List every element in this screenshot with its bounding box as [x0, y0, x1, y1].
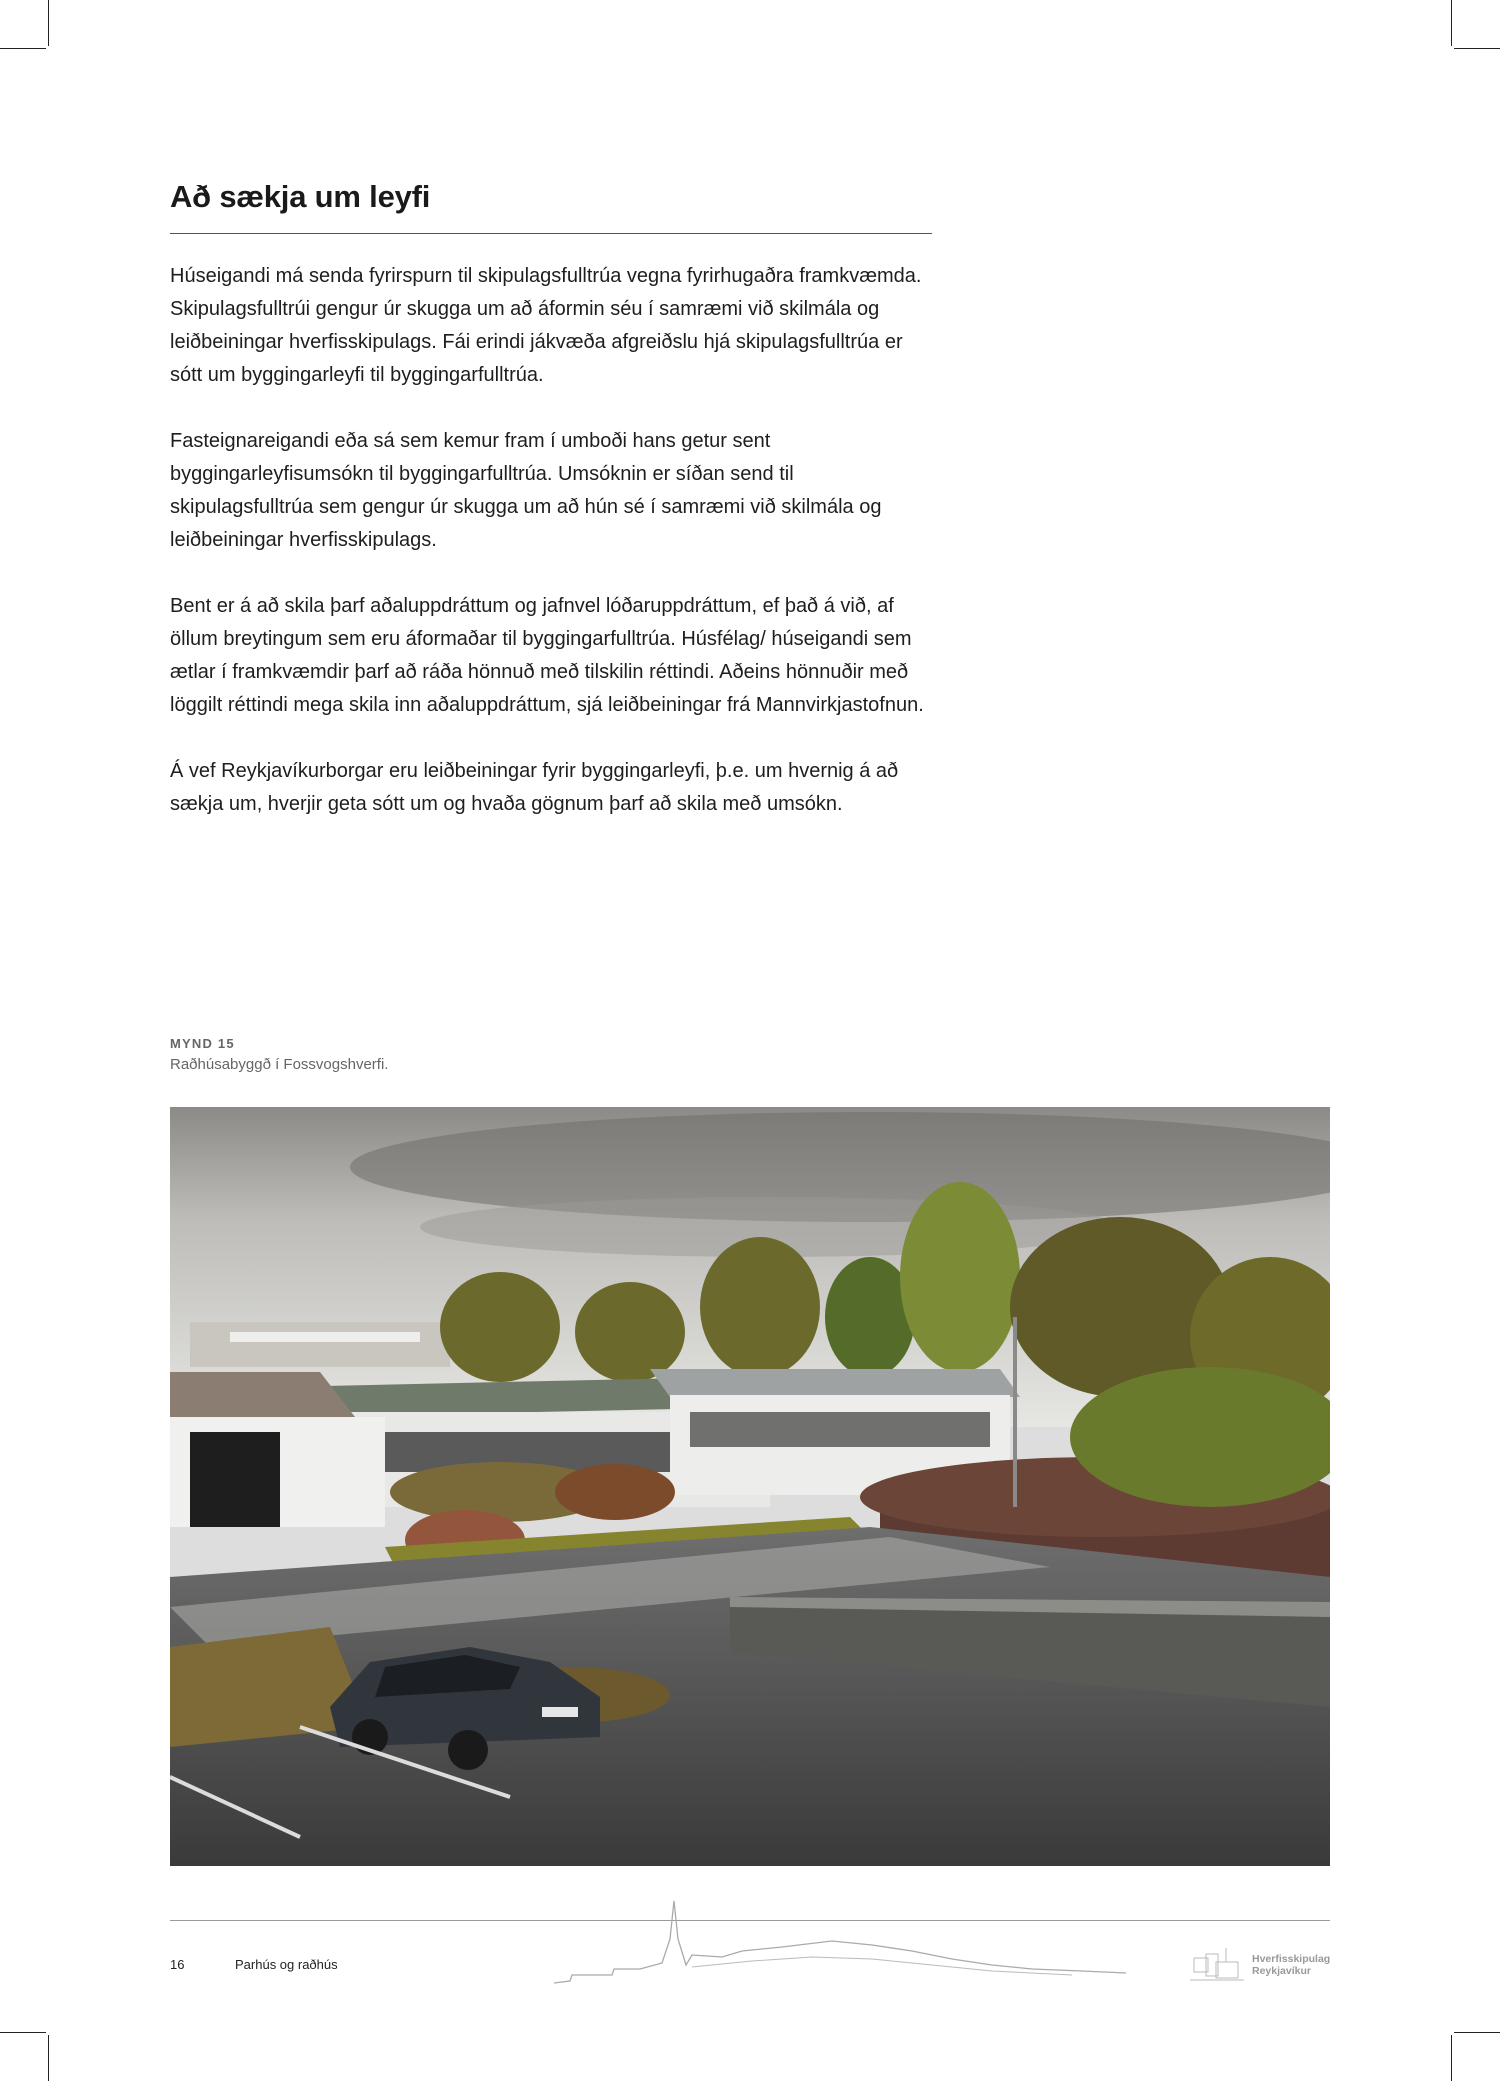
crop-mark — [1454, 2032, 1500, 2033]
hverfisskipulag-logo — [1188, 1946, 1330, 1984]
crop-mark — [0, 2032, 46, 2033]
page-title: Að sækja um leyfi — [170, 179, 431, 214]
crop-mark — [48, 0, 49, 46]
crop-mark — [1451, 0, 1452, 46]
logo-line-1: Hverfisskipulag — [1252, 1953, 1331, 1965]
paragraph: Á vef Reykjavíkurborgar eru leiðbeiningar fyrir byggingarleyfi, þ.e. um hvernig á að sækja um, hverjir geta sótt um og hvaða gögnum þarf að skila með umsókn. — [170, 760, 899, 816]
logo-line-2: Reykjavíkur — [1252, 1965, 1311, 1977]
paragraph: Fasteignareigandi eða sá sem kemur fram í umboði hans getur sent byggingarleyfisumsókn til byggingarfulltrúa. Umsóknin er síðan send til skipulagsfulltrúa sem gengur úr skugga um að hún sé í samræmi við skilmála og leiðbeiningar hverfisskipulags. — [170, 430, 882, 552]
title-divider — [170, 233, 932, 234]
skyline-outline-illustration — [552, 1895, 1132, 1987]
city-logo-icon — [1188, 1946, 1246, 1984]
crop-mark — [1454, 48, 1500, 49]
body-text — [170, 260, 932, 821]
paragraph: Húseigandi má senda fyrirspurn til skipulagsfulltrúa vegna fyrirhugaðra framkvæmda. Skipulagsfulltrúi gengur úr skugga um að áformin séu í samræmi við skilmála og leiðbeiningar hverfisskipulags. Fái erindi jákvæða afgreiðslu hjá skipulagsfulltrúa er sótt um byggingarleyfi til byggingarfulltrúa. — [170, 265, 922, 387]
crop-mark — [0, 48, 46, 49]
footer-title: Parhús og raðhús — [235, 1957, 338, 1972]
figure-label: MYND 15 — [170, 1036, 235, 1051]
main-content — [170, 178, 932, 854]
page-number: 16 — [170, 1957, 185, 1972]
figure-photo — [170, 1107, 1330, 1866]
paragraph: Bent er á að skila þarf aðaluppdráttum og jafnvel lóðaruppdráttum, ef það á við, af öllum breytingum sem eru áformaðar til byggingarfulltrúa. Húsfélag/ húseigandi sem ætlar í framkvæmdir þarf að ráða hönnuð með tilskilin réttindi. Aðeins hönnuðir með löggilt réttindi mega skila inn aðaluppdráttum, sjá leiðbeiningar frá Mannvirkjastofnun. — [170, 595, 924, 717]
crop-mark — [1451, 2035, 1452, 2081]
crop-mark — [48, 2035, 49, 2081]
figure-caption — [170, 1036, 388, 1073]
logo-text — [1252, 1953, 1330, 1977]
townhouse-photo-illustration — [170, 1107, 1330, 1866]
figure-caption-text: Raðhúsabyggð í Fossvogshverfi. — [170, 1056, 389, 1073]
